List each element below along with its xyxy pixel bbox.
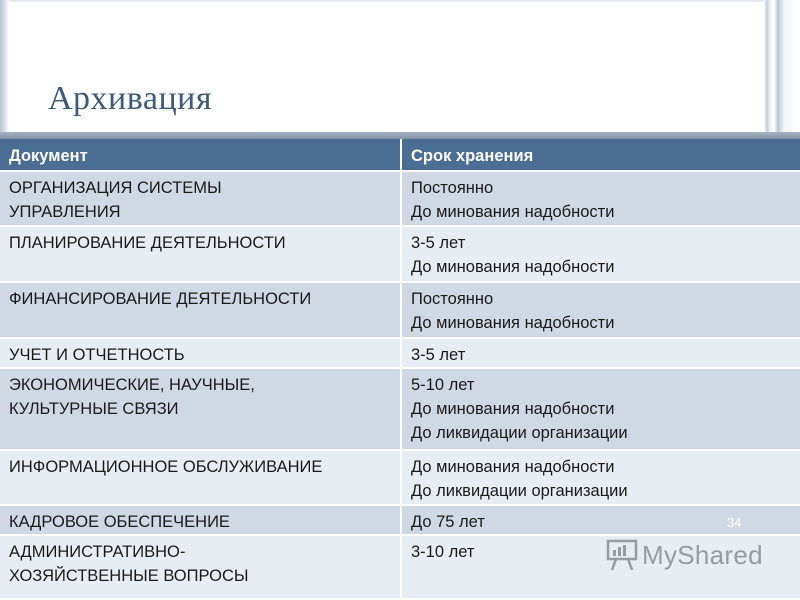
row-5-term-line-2: До минования надобности — [411, 400, 615, 418]
row-2-document-line-1: ПЛАНИРОВАНИЕ ДЕЯТЕЛЬНОСТИ — [9, 234, 286, 252]
row-5-term — [402, 369, 800, 451]
row-3-term — [402, 283, 800, 339]
retention-table — [0, 139, 800, 600]
row-1-term-line-2: До минования надобности — [411, 203, 615, 221]
row-1-document-line-1: ОРГАНИЗАЦИЯ СИСТЕМЫ — [9, 179, 222, 197]
row-3-term-line-1: Постоянно — [411, 290, 494, 308]
slide-title: Архивация — [48, 80, 212, 117]
row-6-term-line-1: До минования надобности — [411, 458, 615, 476]
row-5-term-line-1: 5-10 лет — [411, 376, 475, 394]
watermark-text: MyShared — [642, 539, 763, 570]
row-1-document-line-2: УПРАВЛЕНИЯ — [9, 203, 121, 221]
row-2-term-line-2: До минования надобности — [411, 258, 615, 276]
presentation-board-icon — [606, 538, 638, 572]
row-4-term-line-1: 3-5 лет — [411, 346, 466, 364]
row-4-document — [0, 339, 402, 369]
row-7-document — [0, 506, 402, 536]
row-2-document — [0, 227, 402, 283]
row-1-term-line-1: Постоянно — [411, 179, 494, 197]
row-8-term-line-1: 3-10 лет — [411, 543, 475, 561]
row-6-document — [0, 451, 402, 506]
slide-frame-top — [9, 0, 764, 2]
row-8-document-line-1: АДМИНИСТРАТИВНО- — [9, 543, 186, 561]
row-1-document — [0, 172, 402, 227]
row-8-document — [0, 536, 402, 600]
row-3-document — [0, 283, 402, 339]
row-2-term-line-1: 3-5 лет — [411, 234, 466, 252]
row-4-term — [402, 339, 800, 369]
slide-page-number: 34 — [727, 515, 742, 530]
row-8-document-line-2: ХОЗЯЙСТВЕННЫЕ ВОПРОСЫ — [9, 567, 249, 585]
row-5-document-line-1: ЭКОНОМИЧЕСКИЕ, НАУЧНЫЕ, — [9, 376, 255, 394]
row-6-term-line-2: До ликвидации организации — [411, 482, 628, 500]
myshared-watermark — [606, 536, 766, 574]
header-document: Документ — [0, 139, 402, 172]
row-5-term-line-3: До ликвидации организации — [411, 424, 628, 442]
row-7-term-line-1: До 75 лет — [411, 513, 485, 531]
row-3-document-line-1: ФИНАНСИРОВАНИЕ ДЕЯТЕЛЬНОСТИ — [9, 290, 312, 308]
row-5-document — [0, 369, 402, 451]
row-7-document-line-1: КАДРОВОЕ ОБЕСПЕЧЕНИЕ — [9, 513, 230, 531]
header-retention-term: Срок хранения — [402, 139, 800, 172]
row-3-term-line-2: До минования надобности — [411, 314, 615, 332]
row-4-document-line-1: УЧЕТ И ОТЧЕТНОСТЬ — [9, 346, 185, 364]
row-2-term — [402, 227, 800, 283]
row-6-term — [402, 451, 800, 506]
row-6-document-line-1: ИНФОРМАЦИОННОЕ ОБСЛУЖИВАНИЕ — [9, 458, 323, 476]
row-5-document-line-2: КУЛЬТУРНЫЕ СВЯЗИ — [9, 400, 179, 418]
row-1-term — [402, 172, 800, 227]
